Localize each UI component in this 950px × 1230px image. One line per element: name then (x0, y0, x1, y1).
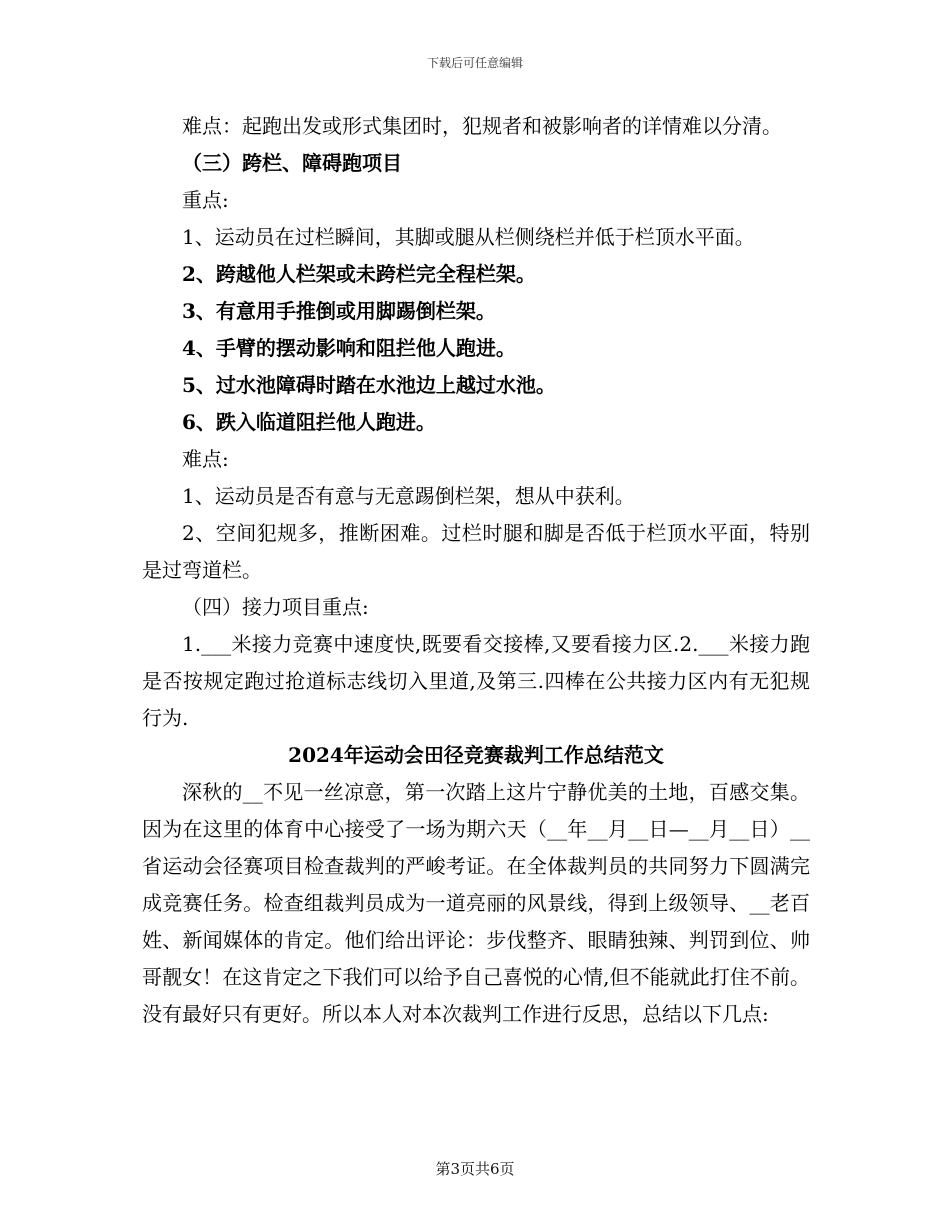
paragraph: 2、跨越他人栏架或未跨栏完全程栏架。 (182, 262, 536, 286)
paragraph: 重点: (182, 188, 229, 212)
paragraph: 难点：起跑出发或形式集团时，犯规者和被影响者的详情难以分清。 (182, 114, 782, 138)
document-body (142, 108, 810, 1033)
page-header: 下载后可任意编辑 (426, 56, 523, 70)
paragraph: 6、跌入临道阻拦他人跑进。 (182, 410, 436, 434)
paragraph: 2、空间犯规多，推断困难。过栏时腿和脚是否低于栏顶水平面，特别是过弯道栏。 (142, 521, 810, 582)
section-heading-hurdles: （三）跨栏、障碍跑项目 (182, 151, 402, 175)
paragraph: 5、过水池障碍时踏在水池边上越过水池。 (182, 373, 556, 397)
paragraph: 1、运动员是否有意与无意踢倒栏架，想从中获利。 (182, 484, 635, 508)
paragraph: 难点: (182, 447, 229, 471)
document-title: 2024年运动会田径竞赛裁判工作总结范文 (288, 743, 664, 767)
paragraph: 深秋的__不见一丝凉意，第一次踏上这片宁静优美的土地，百感交集。因为在这里的体育中心接受了一场为期六天（__年__月__日—__月__日）__省运动会径赛项目检查裁判的严峻考证。在全体裁判员的共同努力下圆满完成竞赛任务。检查组裁判员成为一道亮丽的风景线，得到上级领导、__老百姓、新闻媒体的肯定。他们给出评论：步伐整齐、眼睛独辣、判罚到位、帅哥靓女！在这肯定之下我们可以给予自己喜悦的心情,但不能就此打住不前。没有最好只有更好。所以本人对本次裁判工作进行反思，总结以下几点: (142, 780, 810, 1026)
section-heading-relay: （四）接力项目重点: (182, 595, 369, 619)
page-footer: 第3页共6页 (435, 1160, 515, 1178)
paragraph: 1.___米接力竞赛中速度快,既要看交接棒,又要看接力区.2.___米接力跑是否按规定跑过抢道标志线切入里道,及第三.四棒在公共接力区内有无犯规行为. (142, 632, 810, 730)
paragraph: 4、手臂的摆动影响和阻拦他人跑进。 (182, 336, 516, 360)
paragraph: 1、运动员在过栏瞬间，其脚或腿从栏侧绕栏并低于栏顶水平面。 (182, 225, 755, 249)
paragraph: 3、有意用手推倒或用脚踢倒栏架。 (182, 299, 496, 323)
